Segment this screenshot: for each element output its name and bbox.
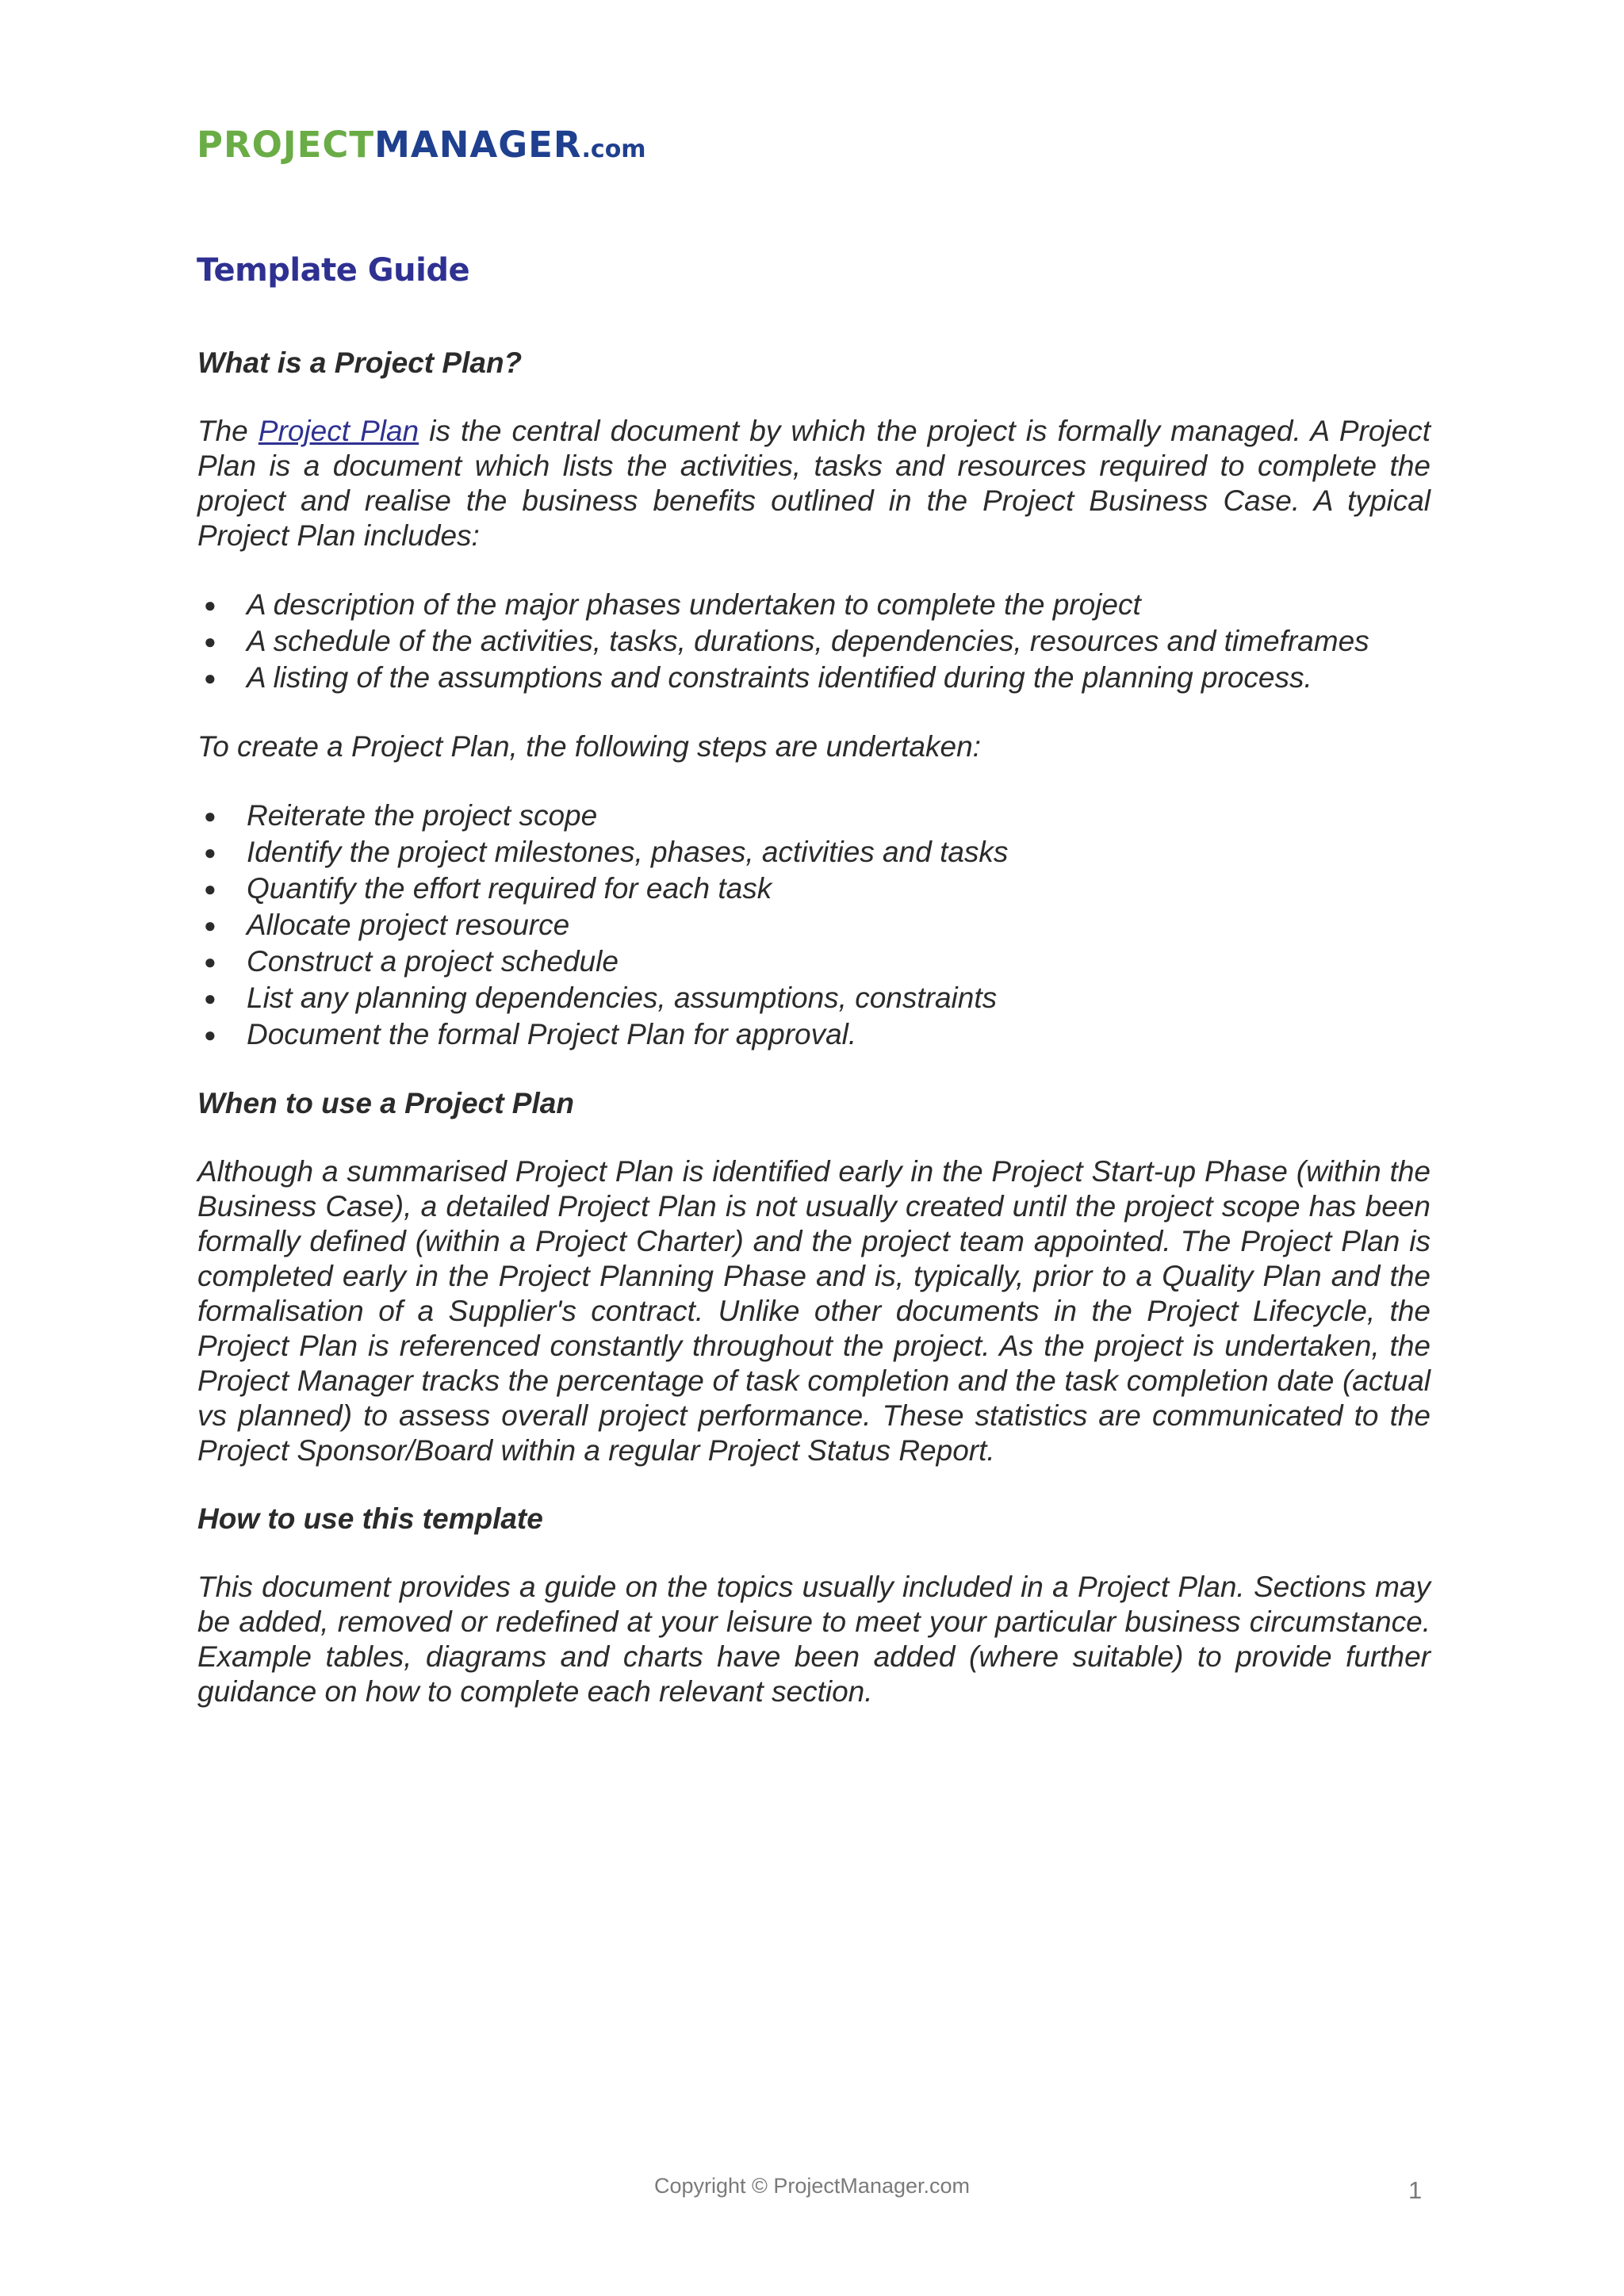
section-heading-what: What is a Project Plan? <box>197 346 523 379</box>
list-item-text: Document the formal Project Plan for approval. <box>247 1018 857 1050</box>
list-item-text: List any planning dependencies, assumptions, constraints <box>247 982 998 1014</box>
bullet-icon: ● <box>204 593 216 617</box>
document-body <box>197 346 1431 1709</box>
list-item <box>197 623 1431 660</box>
list-item-text: A listing of the assumptions and constraints identified during the planning process. <box>247 661 1312 694</box>
projectmanager-logo <box>197 124 646 166</box>
steps-intro: To create a Project Plan, the following steps are undertaken: <box>197 730 981 763</box>
steps-list <box>197 798 1431 1053</box>
section-heading-how: How to use this template <box>197 1502 543 1535</box>
bullet-icon: ● <box>204 913 216 937</box>
section-heading-when: When to use a Project Plan <box>197 1087 574 1119</box>
list-item <box>197 871 1431 907</box>
project-plan-link[interactable]: Project Plan <box>258 415 419 447</box>
bullet-icon: ● <box>204 840 216 864</box>
list-item <box>197 834 1431 871</box>
list-item <box>197 798 1431 834</box>
list-item <box>197 907 1431 943</box>
includes-list <box>197 587 1431 696</box>
list-item <box>197 1016 1431 1053</box>
logo-project-text: PROJECT <box>197 124 375 166</box>
page-title: Template Guide <box>197 252 470 289</box>
footer-copyright: Copyright © ProjectManager.com <box>653 2174 971 2198</box>
logo-manager-text: MANAGER <box>374 124 582 166</box>
list-item-text: Identify the project milestones, phases, activities and tasks <box>247 836 1009 868</box>
list-item-text: A schedule of the activities, tasks, durations, dependencies, resources and timeframes <box>247 625 1369 657</box>
intro-paragraph <box>197 414 1431 553</box>
list-item-text: Construct a project schedule <box>247 945 619 978</box>
list-item-text: Quantify the effort required for each task <box>247 872 772 905</box>
how-paragraph: This document provides a guide on the topics usually included in a Project Plan. Sections may be added, removed or redefined at your leisure to meet your particular business circumstance. Example tables, diagrams and charts have been added (where suitable) to provide further guidance on how to complete each relevant section. <box>197 1571 1431 1708</box>
bullet-icon: ● <box>204 666 216 690</box>
list-item <box>197 660 1431 696</box>
intro-text-rest: is the central document by which the project is formally managed. A Project Plan is a document which lists the activities, tasks and resources required to complete the project and realise the business benefits outlined in the Project Business Case. A typical Project Plan includes: <box>197 415 1431 552</box>
bullet-icon: ● <box>204 950 216 974</box>
bullet-icon: ● <box>204 877 216 901</box>
list-item <box>197 943 1431 980</box>
list-item-text: A description of the major phases undertaken to complete the project <box>247 588 1141 621</box>
list-item <box>197 587 1431 623</box>
bullet-icon: ● <box>204 804 216 828</box>
when-paragraph: Although a summarised Project Plan is identified early in the Project Start-up Phase (within the Business Case), a detailed Project Plan is not usually created until the project scope has been formally defined (within a Project Charter) and the project team appointed. The Project Plan is completed early in the Project Planning Phase and is, typically, prior to a Quality Plan and the formalisation of a Supplier's contract. Unlike other documents in the Project Lifecycle, the Project Plan is referenced constantly throughout the project. As the project is undertaken, the Project Manager tracks the percentage of task completion and the task completion date (actual vs planned) to assess overall project performance. These statistics are communicated to the Project Sponsor/Board within a regular Project Status Report. <box>197 1155 1431 1467</box>
logo-dotcom-text: .com <box>581 136 646 163</box>
bullet-icon: ● <box>204 1023 216 1047</box>
list-item-text: Reiterate the project scope <box>247 799 598 832</box>
list-item <box>197 980 1431 1016</box>
intro-text-start: The <box>197 415 259 447</box>
page-number: 1 <box>1408 2176 1423 2204</box>
bullet-icon: ● <box>204 986 216 1010</box>
list-item-text: Allocate project resource <box>247 909 570 941</box>
bullet-icon: ● <box>204 629 216 653</box>
